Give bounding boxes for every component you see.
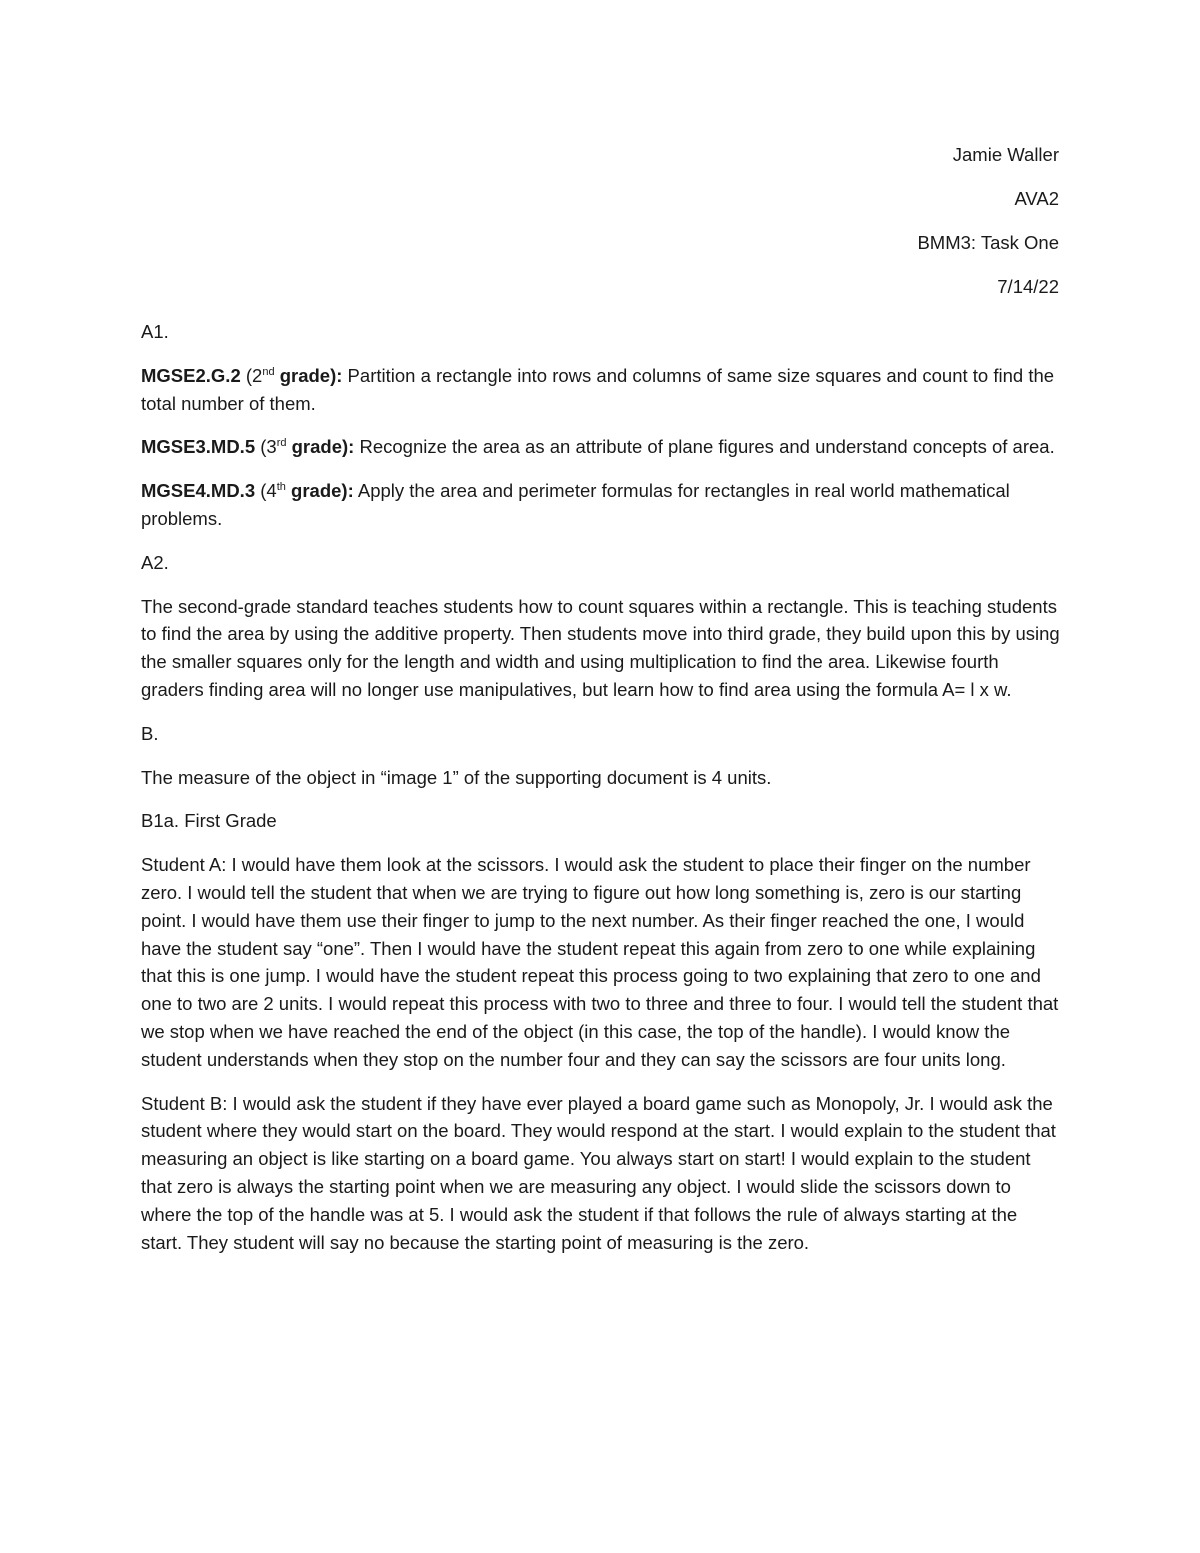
student-b-text: I would ask the student if they have ever played a board game such as Monopoly, Jr. I would ask the student where they would start on the board. They would respond at the start. I would explain to the student that measuring an object is like starting on a board game. You always start on start! I would explain to the student that zero is always the starting point when we are measuring any object. I would slide the scissors down to where the top of the handle was at 5. I would ask the student if that follows the rule of always starting at the start. They student will say no because the starting point of measuring is the zero. (141, 1092, 1056, 1253)
standard-code: MGSE4.MD.3 (4th grade): (141, 480, 354, 502)
student-a-text: I would have them look at the scissors. I would ask the student to place their finger on the number zero. I would tell the student that when we are trying to figure out how long something is, zero is our starting point. I would have them use their finger to jump to the next number. As their finger reached the one, I would have the student say “one”. Then I would have the student repeat this again from zero to one while explaining that this is one jump. I would have the student repeat this process going to two explaining that zero to one and one to two are 2 units. I would repeat this process with two to three and three to four. I would tell the student that we stop when we have reached the end of the object (in this case, the top of the handle). I would know the student understands when they stop on the number four and they can say the scissors are four units long. (141, 854, 1059, 1070)
student-b-paragraph (141, 1090, 1061, 1257)
b-paragraph: The measure of the object in “image 1” of the supporting document is 4 units. (141, 766, 772, 788)
student-a-paragraph (141, 851, 1061, 1073)
standard-description: Recognize the area as an attribute of plane figures and understand concepts of area. (354, 436, 1055, 458)
student-a-label: Student A: (141, 854, 227, 876)
a2-paragraph: The second-grade standard teaches students how to count squares within a rectangle. This is teaching students to find the area by using the additive property. Then students move into third grade, they build upon this by using the smaller squares only for the length and width and using multiplication to find the area. Likewise fourth graders finding area will no longer use manipulatives, but learn how to find area using the formula A= l x w. (141, 595, 1060, 700)
task-title: BMM3: Task One (917, 232, 1059, 253)
standard-code: MGSE2.G.2 (2nd grade): (141, 364, 343, 386)
section-heading-a1: A1. (141, 321, 169, 342)
section-heading-b: B. (141, 722, 159, 744)
course-code: AVA2 (1014, 188, 1059, 209)
standard-paragraph (141, 477, 1061, 533)
author-name: Jamie Waller (952, 144, 1059, 165)
standard-code: MGSE3.MD.5 (3rd grade): (141, 436, 355, 458)
section-heading-a2: A2. (141, 551, 169, 573)
document-body (141, 318, 1061, 1272)
standard-paragraph (141, 433, 1061, 461)
standard-description: Partition a rectangle into rows and columns of same size squares and count to find the total number of them. (141, 364, 1055, 414)
document-date: 7/14/22 (997, 276, 1059, 297)
standard-paragraph (141, 362, 1061, 418)
standard-description: Apply the area and perimeter formulas for rectangles in real world mathematical problems. (141, 480, 1010, 529)
document-header (917, 141, 1059, 317)
student-b-label: Student B: (141, 1092, 228, 1114)
section-heading-b1a: B1a. First Grade (141, 810, 277, 832)
